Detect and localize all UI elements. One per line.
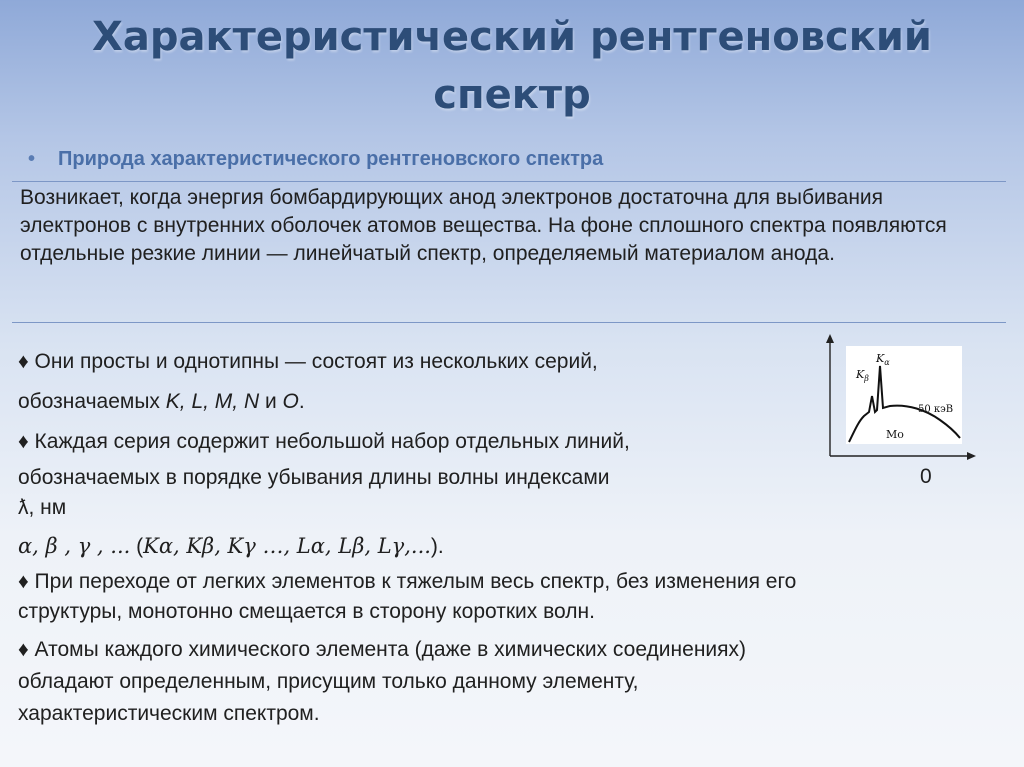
series-letters: K, L, M, N xyxy=(165,390,260,413)
divider-bottom xyxy=(12,322,1006,323)
body-text-run: ( xyxy=(130,535,144,558)
k-alpha-label: $K_\alpha$ xyxy=(876,352,890,367)
title-line-1: Характеристический рентгеновский xyxy=(92,14,932,60)
body-line-6 xyxy=(18,534,444,559)
body-line-9: ♦ Атомы каждого химического элемента (даже в химических соединениях) xyxy=(18,638,747,661)
body-text-run: и xyxy=(259,390,283,413)
divider-top xyxy=(12,181,1006,182)
element-label: Mo xyxy=(886,428,904,441)
body-line-1: ♦ Они просты и однотипны — состоят из нескольких серий, xyxy=(18,350,598,373)
body-line-11: характеристическим спектром. xyxy=(18,702,320,725)
y-axis-arrow-icon xyxy=(826,334,834,343)
energy-label: 50 кэВ xyxy=(918,404,954,415)
section-heading-text: Природа характеристического рентгеновского спектра xyxy=(58,148,604,170)
greek-indices: α, β , γ , ... xyxy=(18,534,131,558)
body-text-run: . xyxy=(298,390,305,413)
title-line-2: спектр xyxy=(433,72,591,118)
body-line-5: ƛ, нм xyxy=(18,496,67,519)
body-line-10: обладают определенным, присущим только данному элементу, xyxy=(18,670,639,693)
body-line-3: ♦ Каждая серия содержит небольшой набор отдельных линий, xyxy=(18,430,630,453)
body-line-4: обозначаемых в порядке убывания длины волны индексами xyxy=(18,466,610,489)
slide-title xyxy=(0,8,1024,124)
body-line-8: структуры, монотонно смещается в сторону коротких волн. xyxy=(18,600,595,623)
section-heading xyxy=(28,148,603,171)
body-text-run: ). xyxy=(430,535,444,558)
series-letter-o: O xyxy=(282,390,299,413)
body-text-run: обозначаемых xyxy=(18,390,166,413)
spectrum-diagram xyxy=(818,332,978,462)
body-line-7: ♦ При переходе от легких элементов к тяжелым весь спектр, без изменения его xyxy=(18,570,797,593)
bullet-icon: • xyxy=(28,148,36,170)
k-beta-label: $K_\beta$ xyxy=(856,368,869,383)
axis-origin-label: 0 xyxy=(920,465,932,488)
x-axis-arrow-icon xyxy=(967,452,976,460)
spectrum-panel xyxy=(846,346,962,444)
body-line-2 xyxy=(18,390,305,414)
line-notation: Kα, Kβ, Kγ …, Lα, Lβ, Lγ,... xyxy=(143,534,431,558)
intro-paragraph: Возникает, когда энергия бомбардирующих анод электронов достаточна для выбивания электронов с внутренних оболочек атомов вещества. На фоне сплошного спектра появляются отдельные резкие линии — линейчатый спектр, определяемый материалом анода. xyxy=(20,186,947,265)
